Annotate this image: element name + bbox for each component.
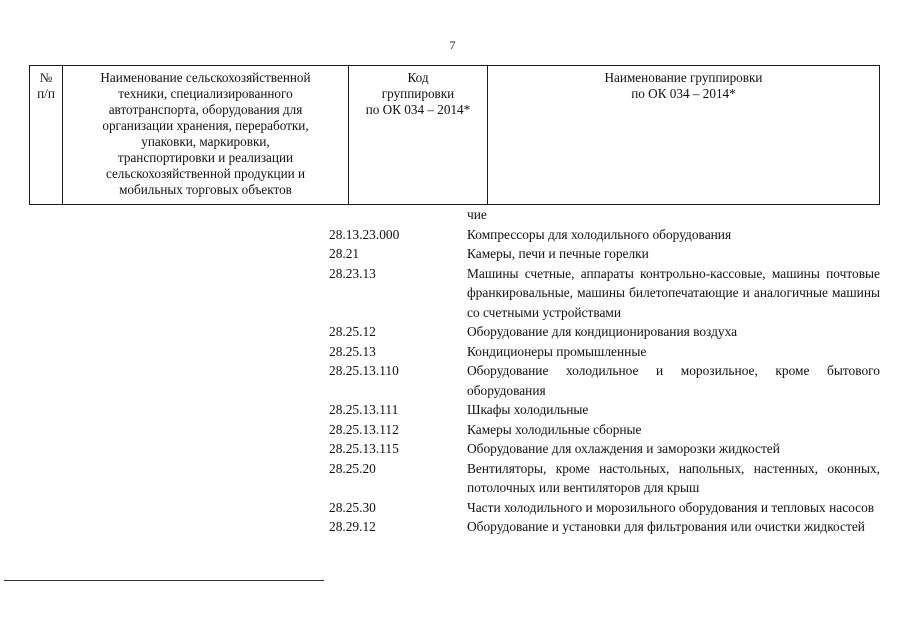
row-name: Оборудование для охлаждения и заморозки жидкостей [467, 441, 780, 456]
row-code: 28.29.12 [329, 519, 376, 534]
footnote-separator [4, 580, 324, 581]
table-row [0, 498, 905, 518]
header-number-line: № [39, 70, 53, 85]
row-code: 28.25.13.112 [329, 421, 399, 437]
table-row [0, 459, 905, 498]
row-code: 28.25.13.111 [329, 402, 399, 417]
header-name-line: мобильных торговых объектов [119, 182, 292, 197]
header-name-line: организации хранения, переработки, [102, 118, 309, 133]
table-row [0, 342, 905, 362]
table-row [0, 400, 905, 420]
header-code-cell [349, 66, 488, 204]
row-name: Камеры, печи и печные горелки [467, 246, 649, 261]
row-name: Компрессоры для холодильного оборудования [467, 226, 732, 242]
header-number-line: п/п [37, 86, 55, 101]
header-code-line: группировки [381, 86, 455, 101]
header-group-line: Наименование группировки [604, 70, 763, 85]
row-code: 28.21 [329, 246, 360, 261]
header-name-line: упаковки, маркировки, [141, 134, 270, 149]
table-body [0, 205, 905, 537]
row-name: Оборудование холодильное и морозильное, кроме бытового оборудования [467, 363, 880, 398]
row-code: 28.25.13.115 [329, 441, 399, 456]
table-row [0, 439, 905, 459]
row-code: 28.25.30 [329, 499, 376, 515]
row-name: Вентиляторы, кроме настольных, напольных, настенных, оконных, потолочных или вентиляторов для крыш [467, 460, 880, 495]
row-name: Кондиционеры промышленные [467, 343, 647, 359]
row-code: 28.25.12 [329, 324, 376, 339]
page-number: 7 [449, 38, 456, 52]
header-number-cell [30, 66, 63, 204]
header-name-line: техники, специализированного [118, 86, 293, 101]
header-name-line: транспортировки и реализации [117, 150, 294, 165]
table-row [0, 225, 905, 245]
table-row [0, 420, 905, 440]
table-header [29, 65, 880, 205]
row-code: 28.25.20 [329, 460, 376, 476]
row-name: Машины счетные, аппараты контрольно-кассовые, машины почтовые франкировальные, машины билетопечатающие и аналогичные машины со счетными устройствами [467, 265, 880, 320]
header-name-cell [63, 66, 349, 204]
row-name: Шкафы холодильные [467, 402, 589, 417]
header-name-line: автотранспорта, оборудования для [108, 102, 303, 117]
header-group-line: по ОК 034 – 2014* [631, 86, 736, 101]
row-code: 28.23.13 [329, 265, 376, 281]
row-name: Оборудование для кондиционирования воздуха [467, 324, 738, 339]
row-name: Части холодильного и морозильного оборудования и тепловых насосов [467, 499, 875, 515]
header-code-line: Код [407, 70, 429, 85]
header-name-line: сельскохозяйственной продукции и [105, 166, 306, 181]
row-name: чие [467, 207, 487, 222]
row-name: Оборудование и установки для фильтрования или очистки жидкостей [467, 519, 865, 534]
header-group-cell [488, 66, 879, 204]
row-code: 28.13.23.000 [329, 226, 400, 242]
table-row [0, 205, 905, 225]
table-row [0, 264, 905, 323]
row-code: 28.25.13.110 [329, 363, 399, 378]
row-code: 28.25.13 [329, 343, 376, 359]
table-row [0, 361, 905, 400]
header-code-line: по ОК 034 – 2014* [365, 102, 471, 117]
header-name-line: Наименование сельскохозяйственной [100, 70, 311, 85]
table-row [0, 517, 905, 537]
row-name: Камеры холодильные сборные [467, 421, 642, 437]
table-row [0, 322, 905, 342]
table-row [0, 244, 905, 264]
